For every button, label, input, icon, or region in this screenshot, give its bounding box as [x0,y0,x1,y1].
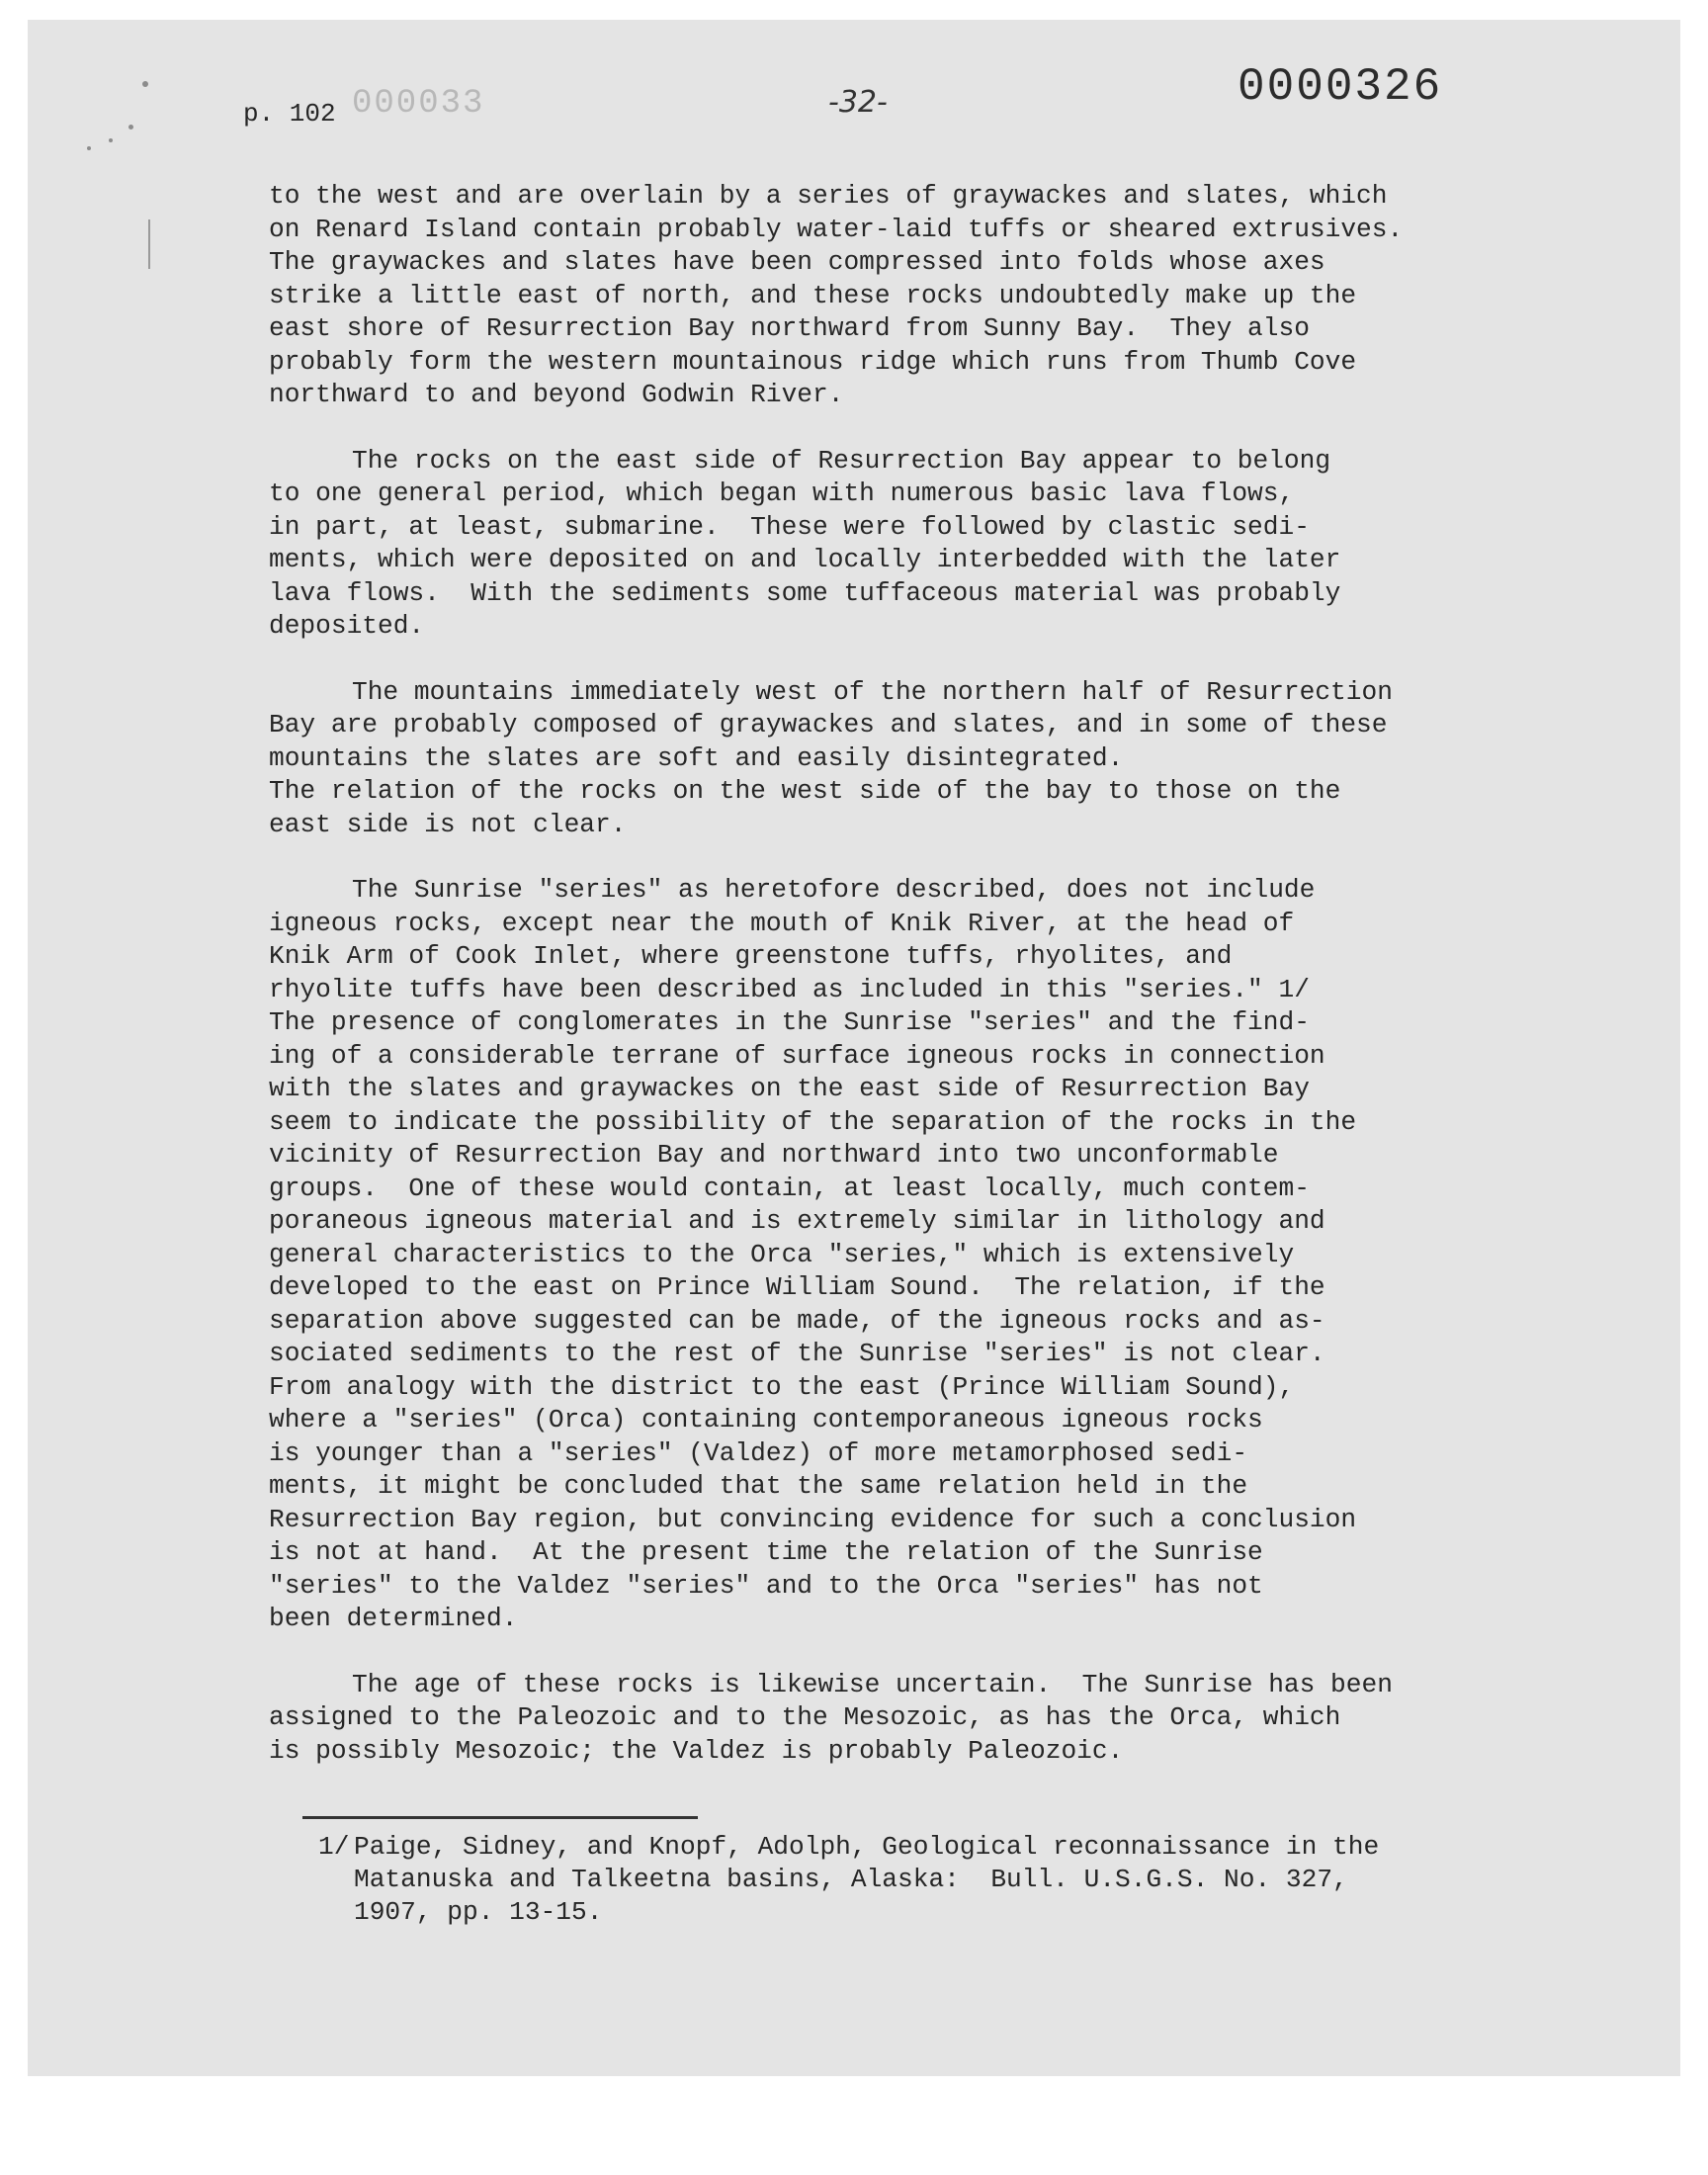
text-line: Knik Arm of Cook Inlet, where greenstone tuffs, rhyolites, and [269,941,1233,971]
paragraph [269,874,1485,1636]
text-line: vicinity of Resurrection Bay and northward into two unconformable [269,1140,1279,1170]
text-line: where a "series" (Orca) containing contemporaneous igneous rocks [269,1405,1263,1435]
document-id-stamp: 0000326 [1238,61,1443,113]
text-line: developed to the east on Prince William Sound. The relation, if the [269,1272,1325,1302]
text-line: probably form the western mountainous ridge which runs from Thumb Cove [269,346,1357,377]
text-line: strike a little east of north, and these rocks undoubtedly make up the [269,280,1357,310]
text-line: igneous rocks, except near the mouth of Knik River, at the head of [269,908,1295,938]
text-line: been determined. [269,1604,518,1633]
text-line: is not at hand. At the present time the relation of the Sunrise [269,1537,1263,1567]
body-text [269,180,1485,1800]
text-line: ing of a considerable terrane of surface igneous rocks in connection [269,1040,1325,1071]
text-line: The age of these rocks is likewise uncertain. The Sunrise has been [352,1669,1393,1699]
paragraph [269,676,1485,842]
footnote [318,1831,1379,1929]
text-line: east side is not clear. [269,809,627,839]
text-line: in part, at least, submarine. These were followed by clastic sedi- [269,511,1310,542]
text-line: east shore of Resurrection Bay northward from Sunny Bay. They also [269,313,1310,343]
footnote-rule [302,1816,698,1819]
paragraph [269,180,1485,412]
text-line: to the west and are overlain by a series of graywackes and slates, which [269,181,1388,211]
text-line: is possibly Mesozoic; the Valdez is probably Paleozoic. [269,1735,1124,1766]
footnote-text [354,1831,1379,1929]
text-line: The presence of conglomerates in the Sunrise "series" and the find- [269,1007,1310,1037]
text-line: on Renard Island contain probably water-laid tuffs or sheared extrusives. [269,214,1404,244]
faded-stamp: 000033 [352,85,485,123]
text-line: The Sunrise "series" as heretofore described, does not include [352,875,1316,905]
text-line: is younger than a "series" (Valdez) of more metamorphosed sedi- [269,1437,1248,1468]
footnote-line: 1907, pp. 13-15. [354,1897,603,1927]
text-line: deposited. [269,611,425,641]
scan-speck [128,125,133,130]
text-line: rhyolite tuffs have been described as included in this "series." 1/ [269,974,1310,1004]
text-line: with the slates and graywackes on the east side of Resurrection Bay [269,1074,1310,1103]
footnote-marker: 1/ [318,1832,350,1862]
scan-speck [87,146,91,150]
text-line: poraneous igneous material and is extremely similar in lithology and [269,1206,1325,1236]
text-line: The mountains immediately west of the northern half of Resurrection [352,676,1393,707]
text-line: "series" to the Valdez "series" and to the Orca "series" has not [269,1570,1263,1601]
page-reference: p. 102 [243,99,336,129]
text-line: The graywackes and slates have been compressed into folds whose axes [269,247,1325,277]
text-line: The relation of the rocks on the west side of the bay to those on the [269,776,1341,806]
text-line: mountains the slates are soft and easily disintegrated. [269,742,1124,773]
text-line: northward to and beyond Godwin River. [269,380,844,409]
footnote-line: Paige, Sidney, and Knopf, Adolph, Geological reconnaissance in the [354,1832,1380,1862]
text-line: lava flows. With the sediments some tuffaceous material was probably [269,577,1341,608]
text-line: sociated sediments to the rest of the Sunrise "series" is not clear. [269,1339,1325,1368]
scan-speck [109,138,113,142]
scan-speck [142,81,148,87]
text-line: Bay are probably composed of graywackes and slates, and in some of these [269,710,1388,740]
text-line: general characteristics to the Orca "series," which is extensively [269,1239,1295,1269]
text-line: Resurrection Bay region, but convincing evidence for such a conclusion [269,1504,1357,1534]
footnote-line: Matanuska and Talkeetna basins, Alaska: Bull. U.S.G.S. No. 327, [354,1865,1348,1894]
paragraph [269,1669,1485,1769]
text-line: assigned to the Paleozoic and to the Mesozoic, as has the Orca, which [269,1702,1341,1732]
scan-edge-mark [148,219,150,269]
text-line: ments, it might be concluded that the same relation held in the [269,1471,1248,1501]
text-line: ments, which were deposited on and locally interbedded with the later [269,545,1341,574]
page-number: -32- [828,85,888,120]
text-line: groups. One of these would contain, at least locally, much contem- [269,1173,1310,1203]
text-line: The rocks on the east side of Resurrection Bay appear to belong [352,445,1331,476]
paragraph [269,445,1485,644]
text-line: separation above suggested can be made, of the igneous rocks and as- [269,1305,1325,1336]
text-line: to one general period, which began with numerous basic lava flows, [269,478,1295,508]
text-line: seem to indicate the possibility of the separation of the rocks in the [269,1106,1357,1137]
text-line: From analogy with the district to the east (Prince William Sound), [269,1371,1295,1402]
